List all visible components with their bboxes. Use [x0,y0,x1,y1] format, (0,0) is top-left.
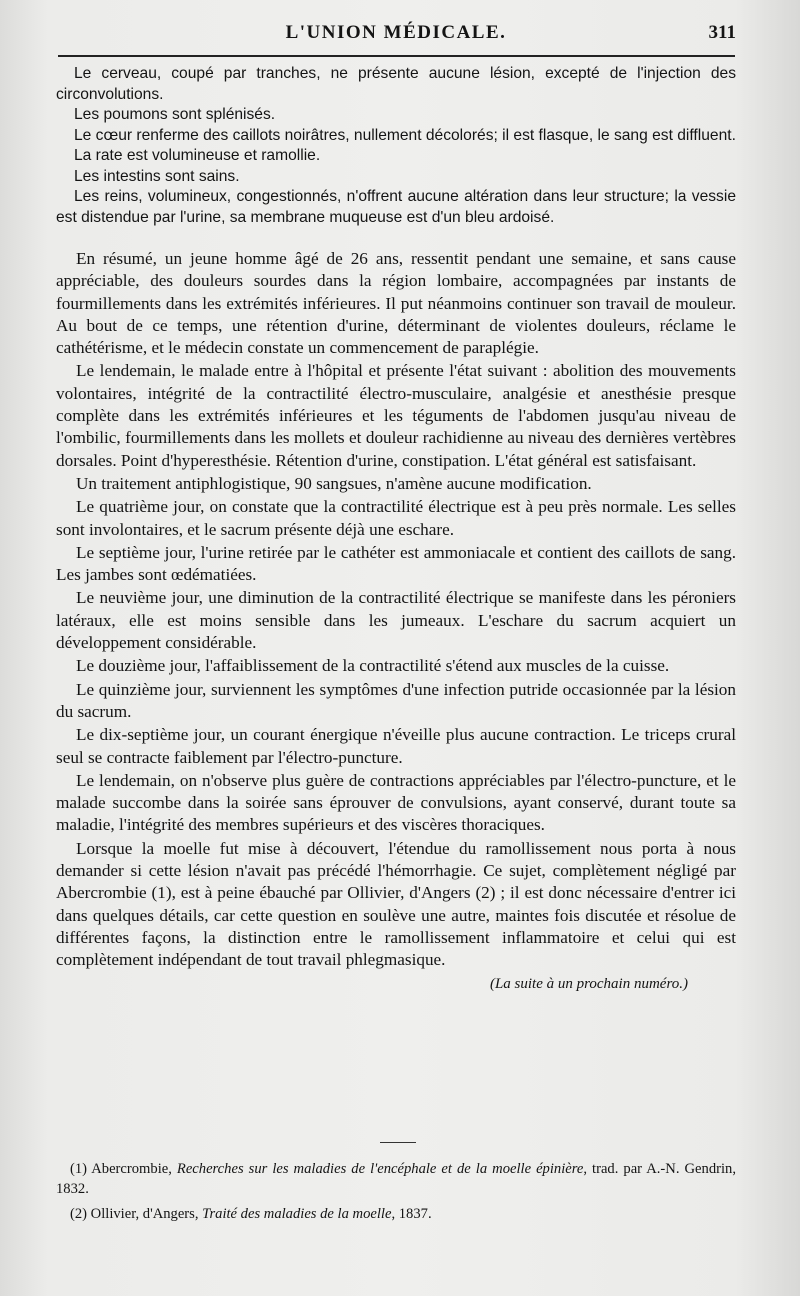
paragraph: En résumé, un jeune homme âgé de 26 ans, ressentit pendant une semaine, et sans cause appréciable, des douleurs sourdes dans la région lombaire, accompagnées par instants de fourmillements dans les extrémités inférieures. Il put néanmoins continuer son travail de mouleur. Au bout de ce temps, une rétention d'urine, déterminant de violentes douleurs, réclame le cathétérisme, et le médecin constate un commencement de paraplégie. [56,249,736,358]
paragraph: Le lendemain, on n'observe plus guère de contractions appréciables par l'électro-puncture, et le malade succombe dans la soirée sans éprouver de convulsions, ayant conservé, durant toute sa maladie, l'intégrité des membres supérieurs et des viscères thoraciques. [56,770,736,835]
main-content [56,64,736,993]
autopsy-findings [56,64,736,228]
autopsy-line: La rate est volumineuse et ramollie. [74,147,321,164]
footnote-suffix: , trad. par A.-N. Gendrin, 1832. [56,1161,736,1197]
footnotes [56,1160,736,1231]
footnote-2 [56,1205,736,1225]
footnote-1 [56,1160,736,1199]
paragraph: Le douzième jour, l'affaiblissement de la contractilité s'étend aux muscles de la cuisse. [76,656,670,676]
footnote-prefix: (2) Ollivier, d'Angers, [70,1206,203,1222]
autopsy-line: Les intestins sont sains. [74,167,240,185]
paragraph: Le quatrième jour, on constate que la contractilité électrique est à peu près normale. Les selles sont involontaires, et le sacrum présente déjà une eschare. [56,497,736,539]
footnote-title: Traité des maladies de la moelle [202,1206,392,1222]
autopsy-line: Les reins, volumineux, congestionnés, n'offrent aucune altération dans leur structure; la vessie est distendue par l'urine, sa membrane muqueuse est d'un bleu ardoisé. [56,188,736,226]
autopsy-line: Le cerveau, coupé par tranches, ne présente aucune lésion, excepté de l'injection des circonvolutions. [56,65,736,103]
autopsy-line: Les poumons sont splénisés. [74,106,276,123]
paragraph: Le quinzième jour, surviennent les symptômes d'une infection putride occasionnée par la lésion du sacrum. [56,679,736,721]
page-header [56,18,736,48]
paragraph: Le lendemain, le malade entre à l'hôpital et présente l'état suivant : abolition des mouvements volontaires, intégrité de la contractilité électro-musculaire, analgésie et anesthésie presque complète dans les extrémités inférieures et les téguments de l'abdomen jusqu'au niveau de l'ombilic, fourmillements dans les mollets et douleur rachidienne au niveau des dernières vertèbres dorsales. Point d'hyperesthésie. Rétention d'urine, constipation. L'état général est satisfaisant. [56,361,736,470]
footnote-suffix: , 1837. [391,1206,432,1222]
body-text [56,248,736,972]
paragraph: Lorsque la moelle fut mise à découvert, l'étendue du ramollissement nous porta à nous demander si cette lésion n'avait pas précédé l'hémorrhagie. Ce sujet, complètement négligé par Abercrombie (1), est à peine ébauché par Ollivier, d'Angers (2) ; il est donc nécessaire d'entrer ici dans quelques détails, car cette question en soulève une autre, maintes fois discutée et résolue de différentes façons, la distinction entre le ramollissement inflammatoire et celui qui est complètement indépendant de tout travail phlegmasique. [56,838,736,970]
autopsy-line: Le cœur renferme des caillots noirâtres, nullement décolorés; il est flasque, le sang est diffluent. [74,126,736,144]
continued-notice: (La suite à un prochain numéro.) [489,975,688,992]
paragraph: Le dix-septième jour, un courant énergique n'éveille plus aucune contraction. Le triceps crural seul se contracte faiblement par l'électro-puncture. [56,725,736,767]
footnote-rule [380,1142,416,1143]
header-rule [58,55,735,57]
paragraph: Le septième jour, l'urine retirée par le cathéter est ammoniacale et contient des caillots de sang. Les jambes sont œdématiées. [56,542,736,585]
footnote-title: Recherches sur les maladies de l'encéphale et de la moelle épinière [176,1161,584,1177]
page-number: 311 [708,22,736,43]
running-title: L'UNION MÉDICALE. [285,22,507,43]
paragraph: Un traitement antiphlogistique, 90 sangsues, n'amène aucune modification. [76,473,592,493]
paragraph: Le neuvième jour, une diminution de la contractilité électrique se manifeste dans les péroniers latéraux, elle est moins sensible dans les jumeaux. L'eschare du sacrum acquiert un développement considérable. [56,588,736,653]
footnote-prefix: (1) Abercrombie, [70,1161,177,1177]
